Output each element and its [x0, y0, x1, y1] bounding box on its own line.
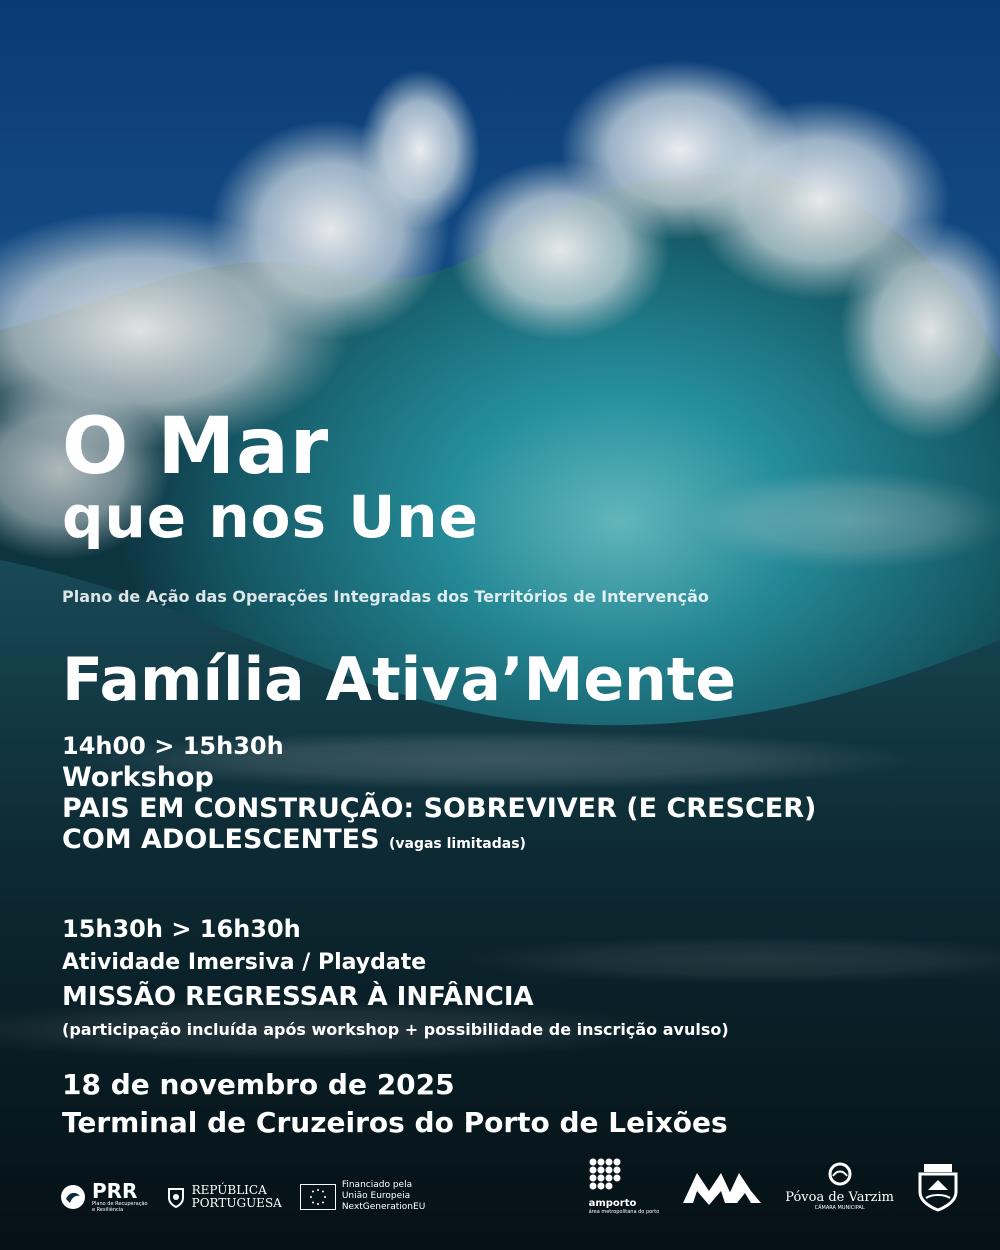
event-venue: Terminal de Cruzeiros do Porto de Leixões [62, 1106, 728, 1139]
amp-logo [589, 1158, 660, 1215]
eu-logo [300, 1180, 425, 1213]
session-2-time: 15h30h > 16h30h [62, 915, 301, 943]
footer-logos-left [60, 1180, 425, 1213]
session-2-type: Atividade Imersiva / Playdate [62, 950, 427, 975]
eu-line-3: NextGenerationEU [341, 1202, 426, 1212]
amp-label: amporto [588, 1198, 637, 1209]
session-1-title-line-2 [62, 824, 816, 860]
session-1-title-line-1: PAIS EM CONSTRUÇÃO: SOBREVIVER (E CRESCER) [62, 793, 817, 824]
amp-sub: área metropolitana do porto [588, 1209, 660, 1215]
event-date: 18 de novembro de 2025 [62, 1068, 455, 1101]
povoa-emblem-icon [827, 1162, 853, 1186]
republica-line-2: PORTUGUESA [191, 1195, 282, 1210]
title-line-2: que nos Une [62, 483, 479, 551]
session-1-note: (vagas limitadas) [388, 836, 526, 852]
republica-line-1: REPÚBLICA [191, 1182, 267, 1197]
session-1 [62, 731, 816, 860]
prr-label: PRR [92, 1178, 138, 1203]
republica-logo [166, 1184, 282, 1210]
povoa-logo [785, 1162, 894, 1211]
session-2 [62, 912, 729, 1042]
eu-flag-icon [300, 1184, 336, 1210]
prr-sub-2: e Resiliência [92, 1206, 124, 1213]
prr-icon [60, 1184, 86, 1210]
eu-line-2: União Europeia [341, 1191, 411, 1201]
session-1-type: Workshop [62, 762, 214, 793]
municipal-crest-icon [916, 1162, 960, 1212]
plan-subtitle: Plano de Ação das Operações Integradas dos Territórios de Intervenção [62, 587, 709, 606]
session-1-title-text: COM ADOLESCENTES [62, 824, 380, 855]
mm-logo-icon [681, 1169, 763, 1205]
amp-dots-icon [589, 1158, 629, 1194]
prr-logo [60, 1178, 148, 1213]
session-1-time: 14h00 > 15h30h [62, 732, 284, 760]
session-2-note: (participação incluída após workshop + possibilidade de inscrição avulso) [62, 1020, 729, 1039]
eu-line-1: Financiado pela [341, 1180, 413, 1190]
event-date-venue [62, 1066, 728, 1142]
footer-logos-right [589, 1158, 960, 1215]
povoa-label: Póvoa de Varzim [785, 1190, 894, 1205]
title-line-1: O Mar [62, 402, 330, 492]
session-2-title: MISSÃO REGRESSAR À INFÂNCIA [62, 982, 534, 1012]
povoa-sub: CÂMARA MUNICIPAL [814, 1205, 865, 1211]
coat-of-arms-icon [166, 1185, 186, 1209]
prr-sub-1: Plano de Recuperação [92, 1200, 148, 1207]
event-name: Família Ativa’Mente [62, 645, 737, 715]
